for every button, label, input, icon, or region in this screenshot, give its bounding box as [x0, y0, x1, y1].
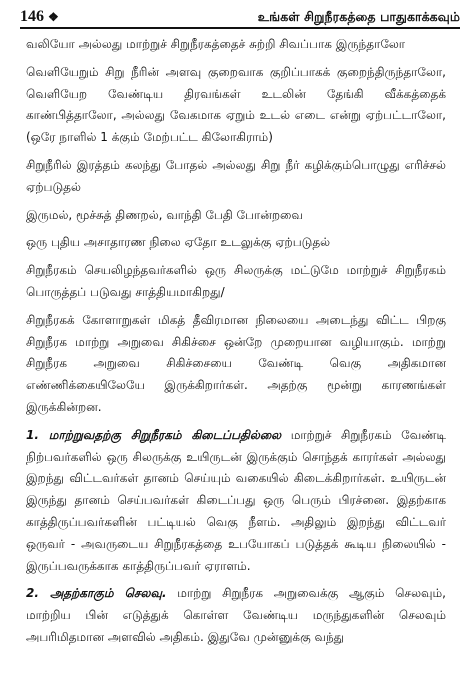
page-body	[26, 34, 446, 655]
running-title: உங்கள் சிறுநீரகத்தை பாதுகாக்கவும்	[257, 9, 460, 24]
numbered-text: மாற்றுச் சிறுநீரகம் வேண்டி நிற்பவர்களில் ஒரு சிலருக்கு உயிருடன் இருக்கும் சொந்தக் காரர்கள் அல்லது இறந்து விட்டவர்கள் தானம் செய்யும் வகையில் கிடைக்கிறார்கள். உயிருடன் இருந்து தானம் செய்பவர்கள் கிடைப்பது ஒரு பெரும் பிரச்னை. இதற்காக காத்திருப்பவர்களின் பட்டியல் வெகு நீளம். அதிலும் இறந்து விட்டவர் ஒருவர் - அவருடைய சிறுநீரகத்தை உபயோகப் படுத்தக் கூடிய நிலையில் - இருப்பவருக்காக காத்திருப்பவர் ஏராளம்.	[26, 427, 447, 573]
paragraph: ஒரு புதிய அசாதாரண நிலை ஏதோ உடலுக்கு ஏற்படுதல்	[26, 235, 331, 250]
header-rule	[20, 27, 460, 29]
paragraph: வெளியேறும் சிறு நீரின் அளவு குறைவாக குறிப்பாகக் குறைந்திருந்தாலோ, வெளியேற வேண்டிய திரவங்கள் உடலின் தேங்கி வீக்கத்தைக் காண்பித்தாலோ, அல்லது வேகமாக ஏறும் உடல் எடை என்று ஏற்பட்டாலோ, (ஒரே நாளில் 1 க்கும் மேற்பட்ட கிலோகிராம்)	[26, 64, 446, 145]
ornament-icon: ❖	[48, 10, 59, 24]
paragraph: வலியோ அல்லது மாற்றுச் சிறுநீரகத்தைச் சுற்றி சிவப்பாக இருந்தாலோ	[26, 37, 406, 51]
page-header	[20, 2, 460, 26]
page-number	[20, 8, 59, 26]
paragraph: இருமல், மூச்சுத் திணறல், வாந்தி பேதி போன்றவை	[26, 207, 303, 222]
paragraph: சிறுநீரகம் செயலிழந்தவர்களில் ஒரு சிலருக்கு மட்டுமே மாற்றுச் சிறுநீரகம் பொருத்தப் படுவது சாத்தியமாகிறது/	[26, 263, 446, 299]
page-number-text: 146	[20, 8, 44, 25]
paragraph: சிறுநீரகக் கோளாறுகள் மிகத் தீவிரமான நிலையை அடைந்து விட்ட பிறகு சிறுநீரக மாற்று அறுவை சிகிச்சை ஒன்றே முறையான வழியாகும். மாற்று சிறுநீரக அறுவை சிகிச்சையை வேண்டி வெகு அதிகமான எண்ணிக்கையிலேயே இருக்கிறார்கள். அதற்கு மூன்று காரணங்கள் இருக்கின்றன.	[26, 312, 446, 414]
numbered-paragraph	[26, 425, 446, 578]
numbered-paragraph	[26, 583, 446, 648]
numbered-lead: 2. அதற்காகும் செலவு.	[26, 586, 167, 601]
numbered-text: மாற்று சிறுநீரக அறுவைக்கு ஆகும் செலவும், மாற்றிய பின் எடுத்துக் கொள்ள வேண்டிய மருந்துகளின் செலவும் அபரிமிதமான அளவில் அதிகம். இதுவே முன்னுக்கு வந்து	[26, 586, 446, 644]
numbered-lead: 1. மாற்றுவதற்கு சிறுநீரகம் கிடைப்பதில்லை	[26, 427, 282, 442]
paragraph: சிறுநீரில் இரத்தம் கலந்து போதல் அல்லது சிறு நீர் கழிக்கும்பொழுது எரிச்சல் ஏற்படுதல்	[26, 157, 446, 194]
